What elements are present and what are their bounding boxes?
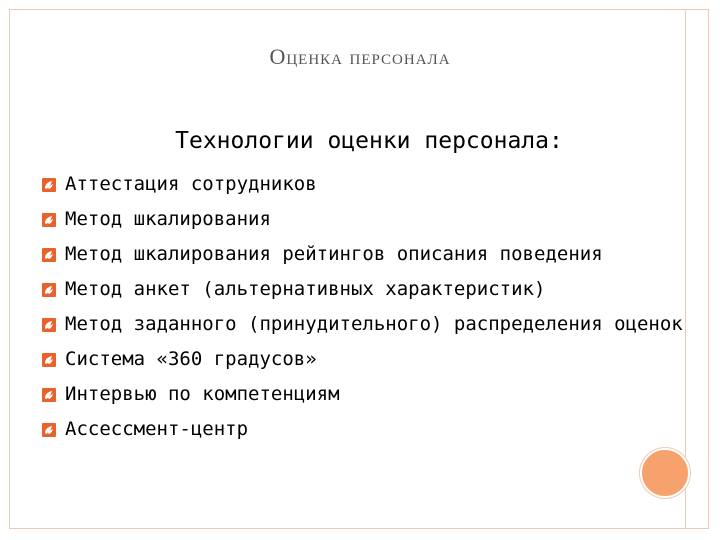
fleuron-bullet-icon	[42, 213, 56, 227]
list-item-text: Метод анкет (альтернативных характеристик)	[65, 278, 546, 300]
list-item-text: Интервью по компетенциям	[65, 383, 340, 405]
orange-circle-icon	[640, 448, 690, 498]
list-item	[42, 276, 702, 303]
list-item	[42, 241, 702, 268]
bullet-list	[42, 171, 702, 451]
list-item	[42, 206, 702, 233]
list-item	[42, 381, 702, 408]
list-item-text: Аттестация сотрудников	[65, 173, 317, 195]
list-item	[42, 311, 702, 338]
fleuron-bullet-icon	[42, 283, 56, 297]
slide-title: Оценка персонала	[269, 44, 451, 69]
slide-subtitle: Технологии оценки персонала:	[175, 128, 563, 154]
fleuron-bullet-icon	[42, 353, 56, 367]
list-item-text: Система «360 градусов»	[65, 348, 317, 370]
fleuron-bullet-icon	[42, 318, 56, 332]
list-item	[42, 416, 702, 443]
fleuron-bullet-icon	[42, 248, 56, 262]
list-item	[42, 171, 702, 198]
list-item	[42, 346, 702, 373]
list-item-text: Метод шкалирования	[65, 208, 271, 230]
list-item-text: Метод заданного (принудительного) распределения оценок	[65, 313, 683, 335]
fleuron-bullet-icon	[42, 423, 56, 437]
list-item-text: Метод шкалирования рейтингов описания поведения	[65, 243, 603, 265]
fleuron-bullet-icon	[42, 178, 56, 192]
fleuron-bullet-icon	[42, 388, 56, 402]
list-item-text: Ассессмент-центр	[65, 418, 249, 440]
